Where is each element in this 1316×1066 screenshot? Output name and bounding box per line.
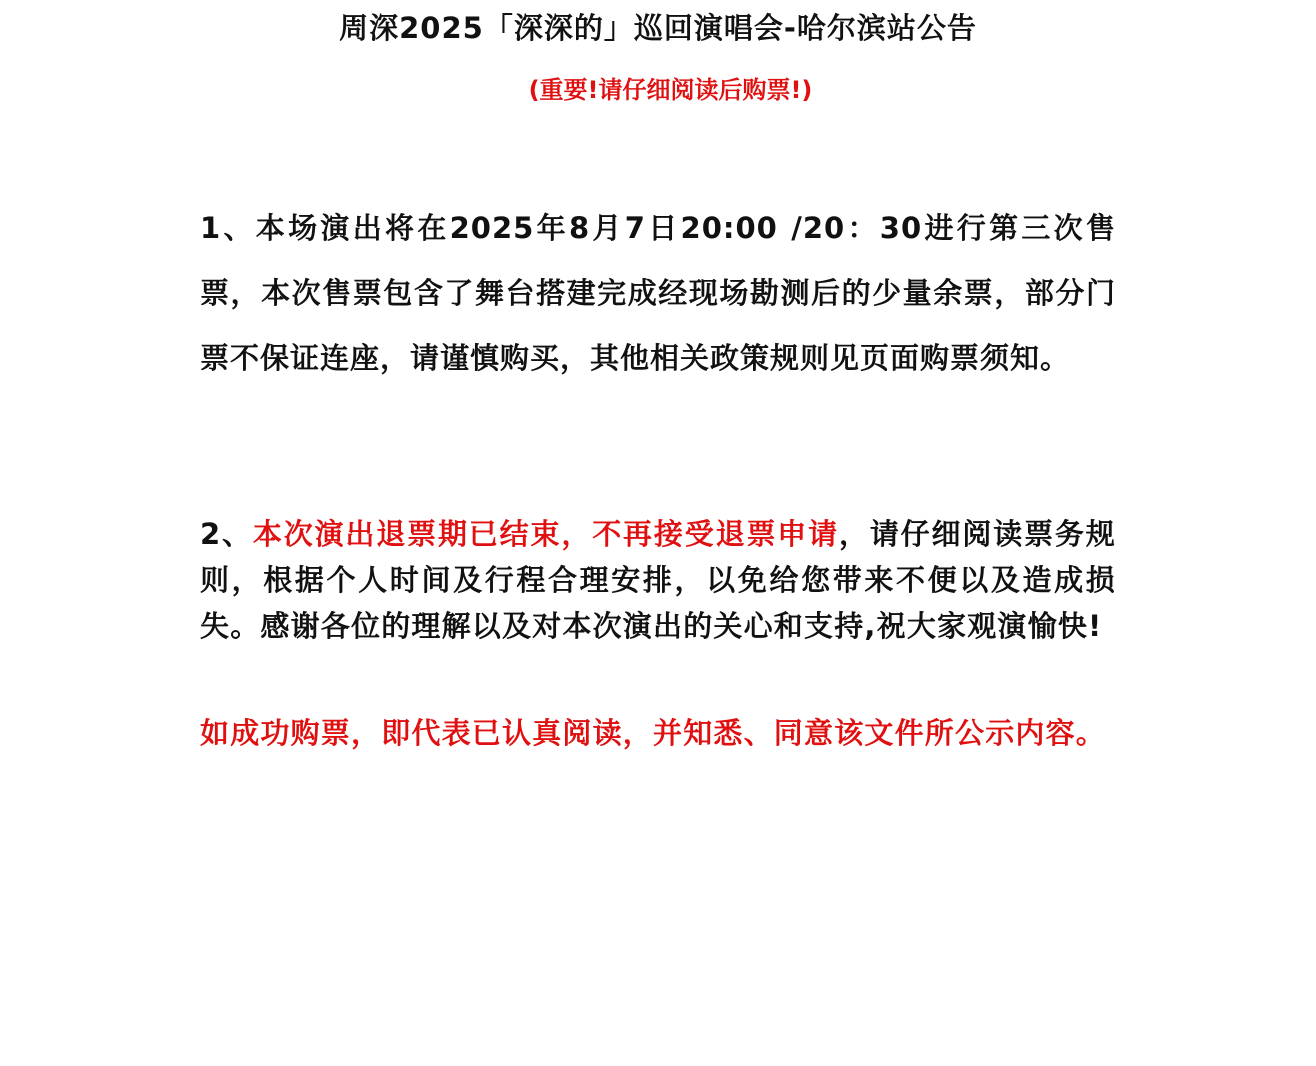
notice-item-2 (200, 511, 1116, 649)
notice-item-1: 1、本场演出将在2025年8月7日20:00 /20：30进行第三次售票，本次售票包含了舞台搭建完成经现场勘测后的少量余票，部分门票不保证连座，请谨慎购买，其他相关政策规则见页面购票须知。 (200, 211, 1116, 375)
notice-subtitle: (重要!请仔细阅读后购票!) (528, 76, 813, 104)
item-2-text: ，请仔细阅读票务规则，根据个人时间及行程合理安排，以免给您带来不便以及造成损失。感谢各位的理解以及对本次演出的关心和支持,祝大家观演愉快! (200, 517, 1116, 643)
item-2-number: 2、 (200, 517, 253, 551)
purchase-confirmation: 如成功购票，即代表已认真阅读，并知悉、同意该文件所公示内容。 (200, 716, 1107, 750)
notice-title: 周深2025「深深的」巡回演唱会-哈尔滨站公告 (339, 11, 977, 45)
refund-closed-highlight: 本次演出退票期已结束，不再接受退票申请 (252, 517, 839, 551)
